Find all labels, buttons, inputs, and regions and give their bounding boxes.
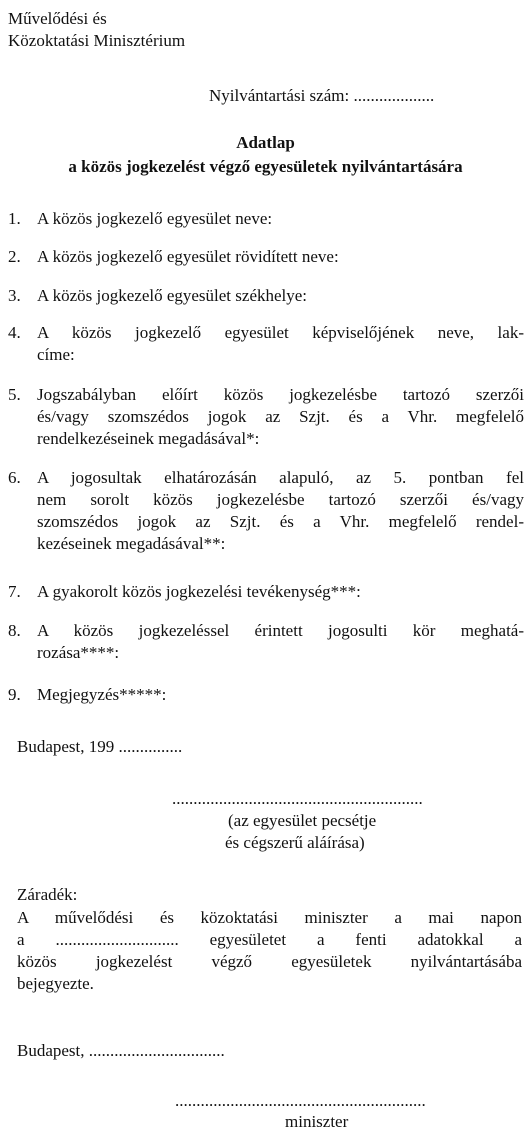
signature-caption: (az egyesület pecsétje (228, 811, 377, 830)
signature-caption: és cégszerű aláírása) (225, 833, 365, 852)
signature-line: ........................................................... (175, 1091, 426, 1110)
registration-number: Nyilvántartási szám: ................... (209, 86, 435, 105)
item-number: 8. (8, 621, 21, 640)
item-number: 6. (8, 468, 21, 487)
ministry-line-1: Művelődési és (8, 9, 107, 28)
clause-line: a ............................. egyesületet a fenti adatokkal a (17, 930, 522, 949)
item-text: Jogszabályban előírt közös jogkezelésbe tartozó szerzői (37, 385, 524, 404)
item-text: rozása****: (37, 643, 120, 662)
clause-line: közös jogkezelést végző egyesületek nyilvántartásába (17, 952, 522, 971)
form-item (8, 581, 524, 603)
item-text: A gyakorolt közös jogkezelési tevékenység***: (37, 582, 361, 601)
item-text: A közös jogkezelő egyesület székhelye: (37, 286, 308, 305)
form-item (8, 684, 524, 706)
form-subtitle: a közös jogkezelést végző egyesületek nyilvántartására (68, 157, 463, 176)
item-text: szomszédos jogok az Szjt. és a Vhr. megfelelő rendel- (37, 512, 524, 531)
item-text: címe: (37, 345, 75, 364)
place-date-line: Budapest, ................................ (17, 1041, 225, 1060)
signatory-title: miniszter (285, 1112, 349, 1131)
form-item (8, 384, 524, 450)
clause-text (17, 907, 522, 995)
form-item (8, 208, 524, 230)
item-number: 9. (8, 685, 21, 704)
item-number: 2. (8, 247, 21, 266)
clause-line: A művelődési és közoktatási miniszter a mai napon (17, 908, 522, 927)
item-text: A közös jogkezelő egyesület képviselőjének neve, lak- (37, 323, 524, 342)
clause-line: bejegyezte. (17, 974, 94, 993)
item-text: Megjegyzés*****: (37, 685, 167, 704)
form-item (8, 246, 524, 268)
item-number: 4. (8, 323, 21, 342)
item-number: 5. (8, 385, 21, 404)
item-text: A közös jogkezelő egyesület neve: (37, 209, 273, 228)
place-date-line: Budapest, 199 ............... (17, 737, 183, 756)
item-number: 3. (8, 286, 21, 305)
item-text: A közös jogkezeléssel érintett jogosulti kör meghatá- (37, 621, 524, 640)
signature-line: ........................................................... (172, 789, 423, 808)
item-text: nem sorolt közös jogkezelésbe tartozó szerzői és/vagy (37, 490, 524, 509)
item-text: és/vagy szomszédos jogok az Szjt. és a Vhr. megfelelő (37, 407, 524, 426)
form-item (8, 620, 524, 664)
item-text: kezéseinek megadásával**: (37, 534, 226, 553)
form-title: Adatlap (236, 133, 295, 152)
item-text: rendelkezéseinek megadásával*: (37, 429, 260, 448)
ministry-name (8, 8, 185, 52)
item-number: 7. (8, 582, 21, 601)
clause-label: Záradék: (17, 885, 78, 904)
item-number: 1. (8, 209, 21, 228)
item-text: A jogosultak elhatározásán alapuló, az 5. pontban fel (37, 468, 524, 487)
form-item (8, 467, 524, 555)
form-item (8, 322, 524, 366)
item-text: A közös jogkezelő egyesület rövidített neve: (37, 247, 339, 266)
form-item (8, 285, 524, 307)
ministry-line-2: Közoktatási Minisztérium (8, 31, 186, 50)
